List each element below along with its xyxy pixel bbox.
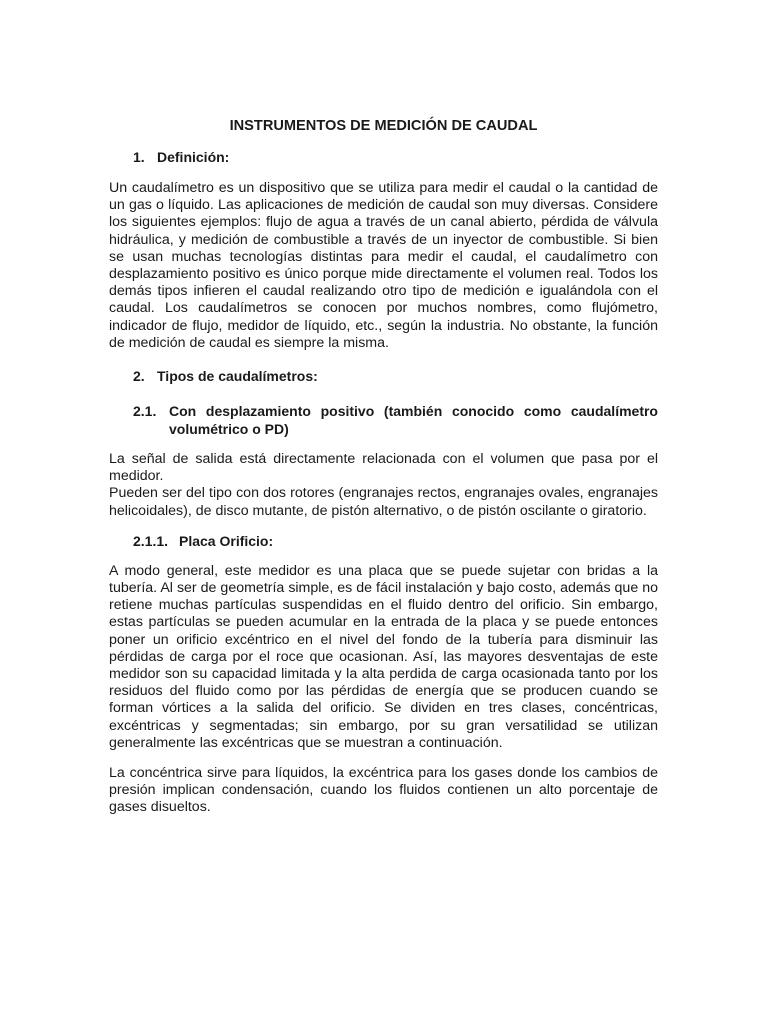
section-2-1-1-title: Placa Orificio: [179,532,274,549]
section-2-number: 2. [133,368,145,385]
section-2-title: Tipos de caudalímetros: [157,368,318,385]
section-2-1-1-paragraph-b: La concéntrica sirve para líquidos, la excéntrica para los gases donde los cambios de presión implican condensación, cuando los fluidos contienen un alto porcentaje de gases disueltos. [109,765,658,816]
document-page [109,116,658,817]
section-2-heading [109,368,658,385]
section-1-title: Definición: [157,149,230,165]
section-2-1-paragraph-a: La señal de salida está directamente relacionada con el volumen que pasa por el medidor. [109,451,658,485]
section-2-1-1-number: 2.1.1. [133,532,169,549]
section-2-1-1-heading [109,533,658,550]
section-1-number: 1. [133,149,145,165]
section-1-paragraph: Un caudalímetro es un dispositivo que se utiliza para medir el caudal o la cantidad de un gas o líquido. Las aplicaciones de medición de caudal son muy diversas. Considere los siguientes ejemplos: flujo de agua a través de un canal abierto, pérdida de válvula hidráulica, y medición de combustible a través de un inyector de combustible. Si bien se usan muchas tecnologías distintas para medir el caudal, el caudalímetro con desplazamiento positivo es único porque mide directamente el volumen real. Todos los demás tipos infieren el caudal realizando otro tipo de medición e igualándola con el caudal. Los caudalímetros se conocen por muchos nombres, como flujómetro, indicador de flujo, medidor de líquido, etc., según la industria. No obstante, la función de medición de caudal es siempre la misma. [109,180,658,351]
section-2-1-title: Con desplazamiento positivo (también conocido como caudalímetro volumétrico o PD) [169,403,658,437]
section-2-1-number: 2.1. [133,403,157,420]
section-1-heading [109,149,658,166]
section-2-1-1-paragraph-a: A modo general, este medidor es una placa que se puede sujetar con bridas a la tubería. Al ser de geometría simple, es de fácil instalación y bajo costo, además que no retiene muchas partículas suspendidas en el fluido dentro del orificio. Sin embargo, estas partículas se pueden acumular en la entrada de la placa y se puede entonces poner un orificio excéntrico en el nivel del fondo de la tubería para disminuir las pérdidas de carga por el roce que ocasionan. Así, las mayores desventajas de este medidor son su capacidad limitada y la alta perdida de carga ocasionada tanto por los residuos del fluido como por las pérdidas de energía que se producen cuando se forman vórtices a la salida del orificio. Se dividen en tres clases, concéntricas, excéntricas y segmentadas; sin embargo, por su gran versatilidad se utilizan generalmente las excéntricas que se muestran a continuación. [109,562,658,751]
document-title: INSTRUMENTOS DE MEDICIÓN DE CAUDAL [229,118,538,134]
section-2-1-heading [109,403,658,438]
section-2-1-paragraph-b: Pueden ser del tipo con dos rotores (engranajes rectos, engranajes ovales, engranajes helicoidales), de disco mutante, de pistón alternativo, o de pistón oscilante o giratorio. [109,485,658,519]
